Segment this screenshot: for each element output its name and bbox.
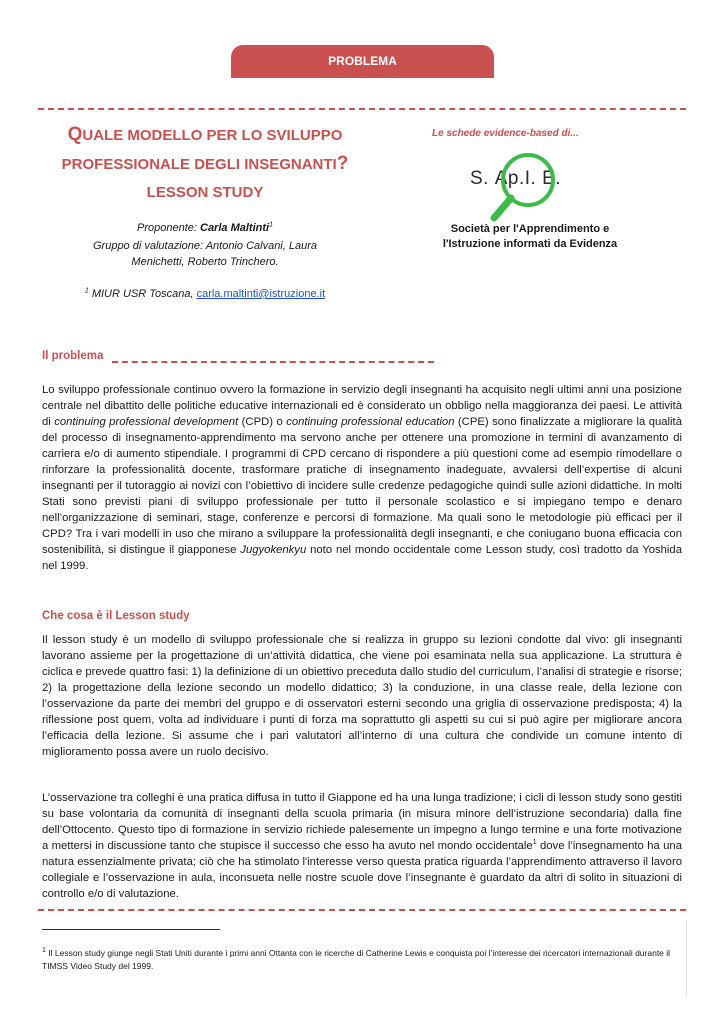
email-link[interactable]: carla.maltinti@istruzione.it	[196, 288, 326, 300]
paragraph-lesson-study: Il lesson study è un modello di sviluppo professionale che si realizza in gruppo su lezioni condotte dal vivo: gli insegnanti lavorano assieme per la progettazione di un’attività didattica, che viene poi esaminata nella sua applicazione. La struttura è ciclica e prevede quattro fasi: 1) la definizione di un obiettivo preceduta dallo studio del curriculum, l’analisi di strategie e risorse; 2) la progettazione della lezione secondo un modello didattico; 3) la conduzione, in una classe reale, della lezione con l’osservazione da parte dei membri del gruppo e di osservatori esterni secondo una griglia di osservazione predisposta; 4) la riflessione post quem, volta ad individuare i punti di forza ma soprattutto gli aspetti su cui si può agire per migliorare ancora l’efficacia della lezione. Si assume che i pari valutatori all’interno di una cultura che condivide un comune intento di miglioramento possa avere un ruolo decisivo.	[42, 634, 682, 758]
magnifier-icon	[486, 152, 566, 224]
document-subtitle: LESSON STUDY	[146, 184, 264, 201]
paragraph-observation: L’osservazione tra colleghi è una pratica diffusa in tutto il Giappone ed ha una lunga tradizione; i cicli di lesson study sono gestiti su base volontaria da comunità di insegnanti della scuola primaria (in misura minore dell’istruzione secondaria) dalla fine dell’Ottocento. Questo tipo di formazione in servizio richiede palesemente un impegno a lungo termine e una forte motivazione a mettersi in discussione tanto che stupisce il successo che esso ha avuto nel mondo occidentale$^1$ dove l’insegnamento ha una natura essenzialmente privata; ciò che ha stimolato l'interesse verso questa pratica riguarda l’apprendimento attraverso il lavoro collegiale e l’osservazione in aula, inconsueta nelle nostre scuole dove l’insegnante è guardato da altri di solito in situazioni di controllo e/o di valutazione.	[42, 792, 682, 900]
page-edge	[686, 920, 687, 996]
header-divider	[38, 108, 686, 110]
body-divider	[38, 909, 686, 911]
problema-tab: PROBLEMA	[231, 45, 494, 78]
section-problem-title: Il problema	[42, 350, 104, 362]
footnote: $^1$ Il Lesson study giunge negli Stati Uniti durante i primi anni Ottanta con le ricerche di Catherine Lewis e conquista poi l’interesse dei ricercatori internazionali durante il TIMSS Video Study del 1999.	[42, 947, 671, 971]
section-lesson-title: Che cosa è il Lesson study	[42, 610, 190, 622]
footnote-rule	[42, 929, 220, 930]
section-divider	[112, 361, 434, 363]
sapie-logo: S. Ap.I. E.	[470, 168, 562, 189]
brand-tagline: Le schede evidence-based di...	[432, 128, 579, 139]
paragraph-problem: Lo sviluppo professionale continuo ovvero la formazione in servizio degli insegnanti ha acquisito negli ultimi anni una posizione centrale nel dibattito delle politiche educative internazionali ed è considerato un obbligo nella maggioranza dei paesi. Le attività di continuing professional development (CPD) o continuing professional education (CPE) sono finalizzate a migliorare la qualità del processo di insegnamento-apprendimento ma servono anche per ottenere una promozione in termini di avanzamento di carriera e/o di aumento stipendiale. I programmi di CPD cercano di rispondere a più questioni come ad esempio rimodellare o rinforzare la professionalità docente, trasformare pratiche di insegnamento inadeguate, avvalersi dell’expertise di alcuni insegnanti per il tutoraggio ai novizi con l’obiettivo di incidere sulle credenze pedagogiche quindi sulle azioni didattiche. In molti Stati sono previsti piani di sviluppo professionale per tutto il personale scolastico e si impiegano tempo e denaro nell’organizzazione di seminari, stage, conferenze e percorsi di formazione. Ma quali sono le metodologie più efficaci per il CPD? Tra i vari modelli in uso che mirano a sviluppare la professionalità degli insegnanti, e che coniugano buona efficacia con sostenibilità, si distingue il giapponese Jugyokenkyu noto nel mondo occidentale come Lesson study, così tradotto da Yoshida nel 1999.	[42, 384, 682, 572]
affiliation: $^1$ MIUR USR Toscana, carla.maltinti@istruzione.it	[84, 287, 326, 300]
gruppo-valutazione: Gruppo di valutazione: Antonio Calvani, Laura Menichetti, Roberto Trinchero.	[92, 240, 317, 268]
document-title: QUALE MODELLO PER LO SVILUPPO PROFESSIONALE DEGLI INSEGNANTI? LESSON STUDY	[40, 121, 370, 207]
society-name: Società per l'Apprendimento e l'Istruzione informati da Evidenza	[442, 223, 618, 250]
proponente: Proponente: Carla Maltinti$^1$	[137, 221, 273, 234]
